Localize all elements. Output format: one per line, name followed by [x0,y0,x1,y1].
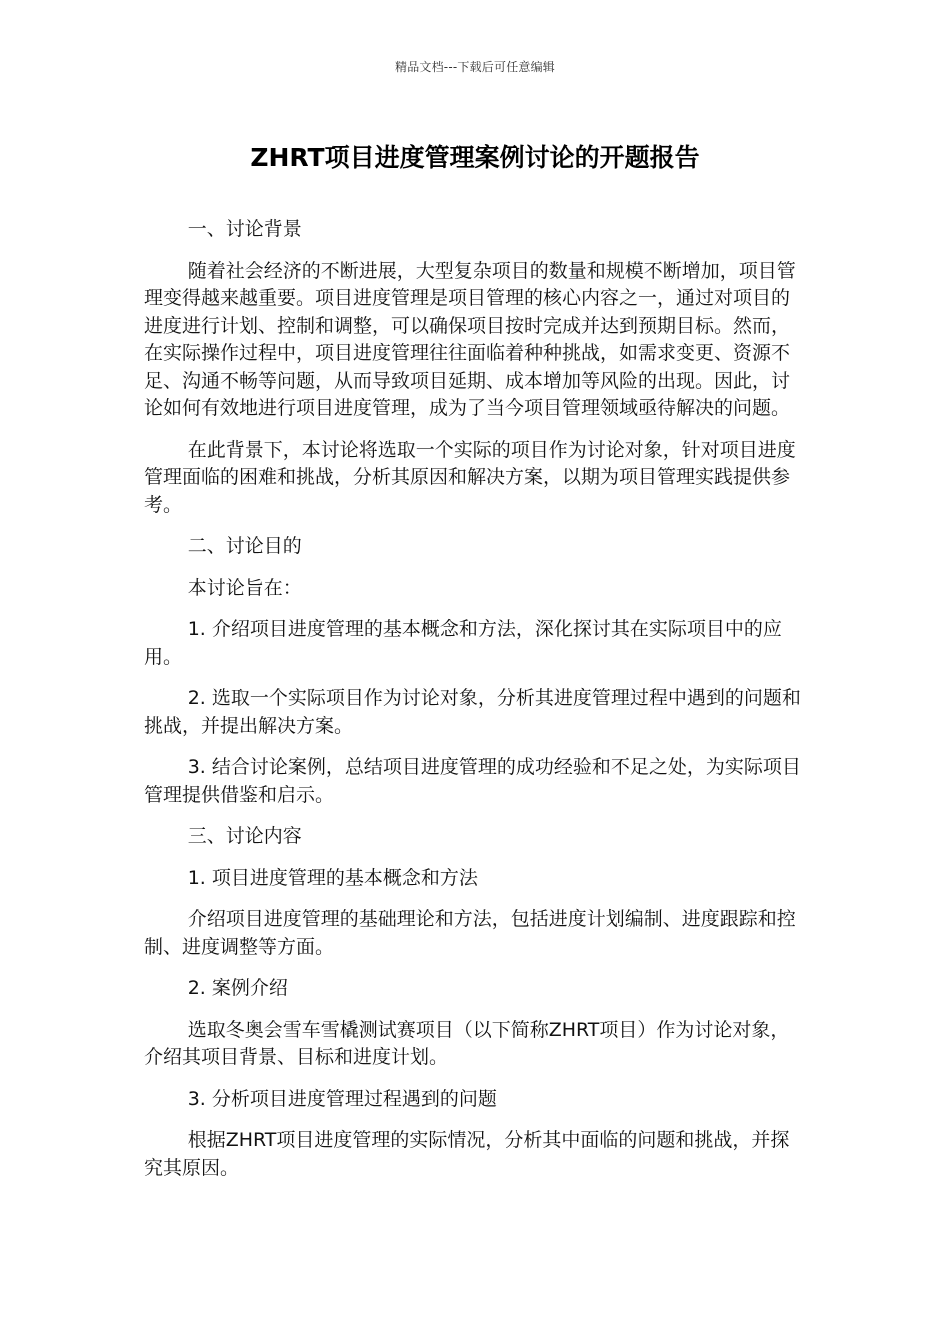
paragraph-basic-concepts: 介绍项目进度管理的基础理论和方法，包括进度计划编制、进度跟踪和控制、进度调整等方面。 [144,908,796,958]
subheading-problem-analysis: 3. 分析项目进度管理过程遇到的问题 [187,1087,497,1110]
section-heading-content: 三、讨论内容 [187,825,302,847]
document-body [144,216,804,1196]
section-heading-purpose: 二、讨论目的 [187,535,302,557]
page-header: 精品文档---下载后可任意编辑 [395,60,555,74]
paragraph-case-intro: 选取冬奥会雪车雪橇测试赛项目（以下简称ZHRT项目）作为讨论对象，介绍其项目背景、目标和进度计划。 [144,1018,790,1068]
list-item-purpose-1: 1. 介绍项目进度管理的基本概念和方法，深化探讨其在实际项目中的应用。 [144,618,782,668]
paragraph-purpose-intro: 本讨论旨在： [187,576,302,599]
list-item-purpose-2: 2. 选取一个实际项目作为讨论对象，分析其进度管理过程中遇到的问题和挑战，并提出解决方案。 [144,687,801,737]
subheading-basic-concepts: 1. 项目进度管理的基本概念和方法 [187,866,478,889]
paragraph-problem-analysis: 根据ZHRT项目进度管理的实际情况，分析其中面临的问题和挑战，并探究其原因。 [144,1129,790,1179]
section-heading-background: 一、讨论背景 [187,218,302,240]
document-title: ZHRT项目进度管理案例讨论的开题报告 [250,143,700,172]
list-item-purpose-3: 3. 结合讨论案例，总结项目进度管理的成功经验和不足之处，为实际项目管理提供借鉴和启示。 [144,756,801,806]
subheading-case-intro: 2. 案例介绍 [187,977,288,999]
paragraph-background-2: 在此背景下，本讨论将选取一个实际的项目作为讨论对象，针对项目进度管理面临的困难和挑战，分析其原因和解决方案，以期为项目管理实践提供参考。 [144,438,796,516]
paragraph-background-1: 随着社会经济的不断进展，大型复杂项目的数量和规模不断增加，项目管理变得越来越重要。项目进度管理是项目管理的核心内容之一，通过对项目的进度进行计划、控制和调整，可以确保项目按时完成并达到预期目标。然而，在实际操作过程中，项目进度管理往往面临着种种挑战，如需求变更、资源不足、沟通不畅等问题，从而导致项目延期、成本增加等风险的出现。因此，讨论如何有效地进行项目进度管理，成为了当今项目管理领域亟待解决的问题。 [144,259,796,419]
